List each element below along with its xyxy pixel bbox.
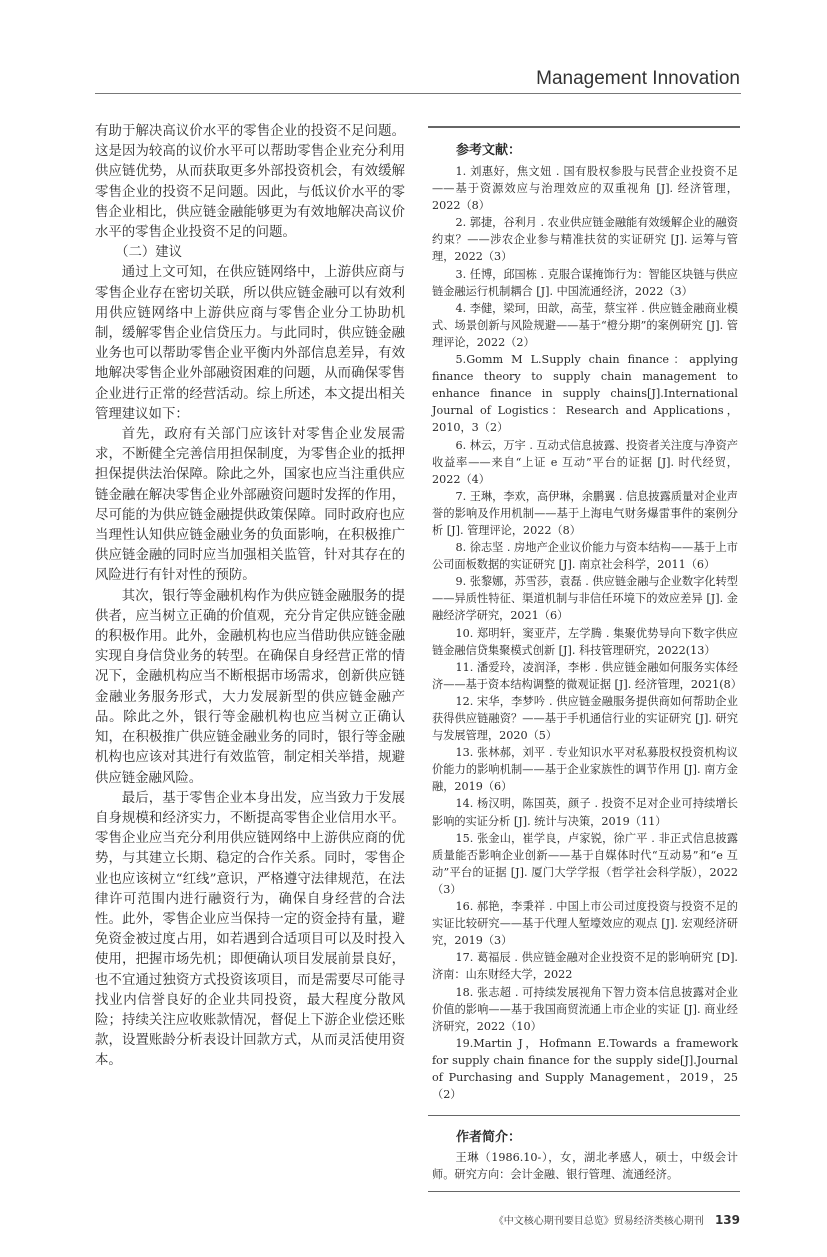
reference-item: 3. 任博，邱国栋 . 克服合谋掩饰行为：智能区块链与供应链金融运行机制耦合 [J]. 中国流通经济，2022（3） <box>432 267 738 298</box>
references-list <box>428 163 740 1103</box>
body-column <box>95 122 405 1072</box>
running-header-title: Management Innovation <box>536 68 740 89</box>
reference-item: 16. 郝艳，李秉祥 . 中国上市公司过度投资与投资不足的实证比较研究——基于代理人堑壕效应的观点 [J]. 宏观经济研究，2019（3） <box>432 900 738 948</box>
reference-item: 7. 王琳，李欢，高伊琳，余鹏翼 . 信息披露质量对企业声誉的影响及作用机制——基于上海电气财务爆雷事件的案例分析 [J]. 管理评论，2022（8） <box>432 489 738 537</box>
page-number: 139 <box>714 1213 740 1228</box>
references-section <box>428 126 740 1257</box>
reference-item: 9. 张黎娜，苏雪莎，袁磊 . 供应链金融与企业数字化转型——异质性特征、渠道机制与非信任环境下的效应差异 [J]. 金融经济学研究，2021（6） <box>432 575 738 623</box>
reference-item: 15. 张金山，崔学良，卢家锐，徐广平 . 非正式信息披露质量能否影响企业创新——基于自媒体时代“互动易”和“e 互动”平台的证据 [J]. 厦门大学学报（哲学社会科学版），2022（3） <box>432 831 738 896</box>
header-divider <box>95 93 741 94</box>
reference-item: 6. 林云，万宇 . 互动式信息披露、投资者关注度与净资产收益率——来自“上证 e 互动”平台的证据 [J]. 时代经贸，2022（4） <box>432 438 738 486</box>
references-heading: 参考文献： <box>456 143 522 158</box>
footer-journal-label: 《中文核心期刊要目总览》贸易经济类核心期刊 <box>493 1216 704 1228</box>
author-bio-text: 王琳（1986.10-），女，湖北孝感人，硕士，中级会计师。研究方向：会计金融、银行管理、流通经济。 <box>432 1151 738 1182</box>
reference-item: 1. 刘惠好，焦文妞 . 国有股权参股与民营企业投资不足——基于资源效应与治理效应的双重视角 [J]. 经济管理，2022（8） <box>432 165 738 213</box>
reference-item: 4. 李健，梁珂，田歆，高莹，蔡宝祥 . 供应链金融商业模式、场景创新与风险规避——基于“橙分期”的案例研究 [J]. 管理评论，2022（2） <box>432 301 738 349</box>
reference-item: 13. 张林郝，刘平 . 专业知识水平对私募股权投资机构议价能力的影响机制——基于企业家族性的调节作用 [J]. 南方金融，2019（6） <box>432 746 738 794</box>
reference-item: 18. 张志超 . 可持续发展视角下智力资本信息披露对企业价值的影响——基于我国商贸流通上市企业的实证 [J]. 商业经济研究，2022（10） <box>432 985 738 1033</box>
reference-item: 12. 宋华，李梦吟 . 供应链金融服务提供商如何帮助企业获得供应链融资？——基于手机通信行业的实证研究 [J]. 研究与发展管理，2020（5） <box>432 694 738 743</box>
reference-item: 10. 郑明轩，窦亚芹，左学腾 . 集聚优势导向下数字供应链金融信贷集聚模式创新 [J]. 科技管理研究，2022(13） <box>432 626 738 657</box>
body-paragraph: 其次，银行等金融机构作为供应链金融服务的提供者，应当树立正确的价值观，充分肯定供应链金融的积极作用。此外，金融机构也应当借助供应链金融实现自身信贷业务的转型。在确保自身经营正常的情况下，金融机构应当不断根据市场需求，创新供应链金融业务服务形式，大力发展新型的供应链金融产品。除此之外，银行等金融机构也应当树立正确认知，在积极推广供应链金融业务的同时，银行等金融机构也应该对其进行有效监管，制定相关举措，规避供应链金融风险。 <box>95 588 405 786</box>
section-subheading: （二）建议 <box>115 245 183 261</box>
author-bio-section <box>428 1115 740 1192</box>
reference-item: 8. 徐志坚 . 房地产企业议价能力与资本结构——基于上市公司面板数据的实证研究 [J]. 南京社会科学，2011（6） <box>432 541 738 572</box>
reference-item: 19.Martin J，Hofmann E.Towards a framework for supply chain finance for the supply side[J].Journal of Purchasing and Supply Management，2019，25（2） <box>432 1036 738 1102</box>
body-paragraph: 首先，政府有关部门应该针对零售企业发展需求，不断健全完善信用担保制度，为零售企业的抵押担保提供法治保障。除此之外，国家也应当注重供应链金融在解决零售企业外部融资问题时发挥的作用，尽可能的为供应链金融提供政策保障。同时政府也应当理性认知供应链金融业务的负面影响，在积极推广供应链金融的同时应当加强相关监管，针对其存在的风险进行有针对性的预防。 <box>95 427 405 584</box>
body-paragraph: 有助于解决高议价水平的零售企业的投资不足问题。这是因为较高的议价水平可以帮助零售企业充分利用供应链优势，从而获取更多外部投资机会，有效缓解零售企业的投资不足问题。因此，与低议价水平的零售企业相比，供应链金融能够更为有效地解决高议价水平的零售企业投资不足的问题。 <box>95 124 405 241</box>
bio-top-divider <box>428 1115 740 1116</box>
body-paragraph: 最后，基于零售企业本身出发，应当致力于发展自身规模和经济实力，不断提高零售企业信用水平。零售企业应当充分利用供应链网络中上游供应商的优势，与其建立长期、稳定的合作关系。同时，零售企业也应该树立“红线”意识，严格遵守法律规范，在法律许可范围内进行融资行为，确保自身经营的合法性。此外，零售企业应当保持一定的资金持有量，避免资金被过度占用，如若遇到合适项目可以及时投入使用，把握市场先机；即便确认项目发展前景良好，也不宜通过独资方式投资该项目，而是需要尽可能寻找业内信誉良好的企业共同投资，最大程度分散风险；持续关注应收账款情况，督促上下游企业偿还账款，设置账龄分析表设计回款方式，从而灵活使用资本。 <box>95 790 405 1069</box>
reference-item: 2. 郭捷，谷利月 . 农业供应链金融能有效缓解企业的融资约束？——涉农企业参与精准扶贫的实证研究 [J]. 运筹与管理，2022（3） <box>432 216 738 264</box>
author-bio-heading: 作者简介： <box>456 1130 522 1146</box>
reference-item: 14. 杨汉明，陈国英，颜子 . 投资不足对企业可持续增长影响的实证分析 [J]. 统计与决策，2019（11） <box>432 797 738 828</box>
reference-item: 5.Gomm M L.Supply chain finance：applying finance theory to supply chain management to enhance finance in supply chains[J].International Journal of Logistics：Research and Applications，2010，3（2） <box>432 353 738 435</box>
reference-item: 17. 葛福辰 . 供应链金融对企业投资不足的影响研究 [D]. 济南：山东财经大学，2022 <box>432 951 738 982</box>
page-footer <box>428 1212 740 1227</box>
reference-item: 11. 潘爱玲，凌润泽，李彬 . 供应链金融如何服务实体经济——基于资本结构调整的微观证据 [J]. 经济管理，2021(8） <box>432 660 742 691</box>
body-paragraph: 通过上文可知，在供应链网络中，上游供应商与零售企业存在密切关联，所以供应链金融可以有效利用供应链网络中上游供应商与零售企业分工协助机制，缓解零售企业信贷压力。与此同时，供应链金融业务也可以帮助零售企业平衡内外部信息差异，有效地解决零售企业外部融资困难的问题，从而确保零售企业进行正常的经营活动。综上所述，本文提出相关管理建议如下： <box>95 265 405 422</box>
references-top-divider <box>428 126 740 128</box>
bio-bottom-divider <box>428 1191 740 1192</box>
